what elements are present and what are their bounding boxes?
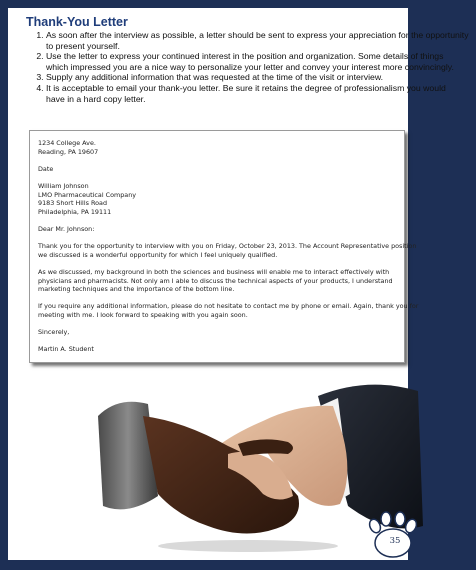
date-text: Date xyxy=(38,164,54,173)
paragraph-line: As we discussed, my background in both the sciences and business will enable me to interact effectively with xyxy=(38,267,390,276)
letter-paragraph xyxy=(38,302,419,319)
recipient-name: William Johnson xyxy=(38,181,89,190)
tip-item xyxy=(46,83,476,104)
recipient-city: Philadelphia, PA 19111 xyxy=(38,207,112,216)
signature xyxy=(38,345,404,354)
signature-text: Martin A. Student xyxy=(38,345,94,354)
tip-line: which impressed you are a nice way to personalize your letter and convey your interest more convincingly. xyxy=(46,61,454,72)
paragraph-line: physicians and pharmacists. Not only am I able to discuss the technical aspects of your products, I understand xyxy=(38,276,393,285)
recipient-address xyxy=(38,182,404,216)
sample-letter xyxy=(29,130,419,363)
sender-address xyxy=(38,139,404,156)
paragraph-line: marketing techniques and the importance of the bottom line. xyxy=(38,285,235,294)
tip-item xyxy=(46,51,476,72)
closing-text: Sincerely, xyxy=(38,328,70,337)
salutation-text: Dear Mr. Johnson: xyxy=(38,224,95,233)
recipient-street: 9183 Short Hills Road xyxy=(38,199,108,208)
tip-line: 3. Supply any additional information that was requested at the time of the visit or interview. xyxy=(46,72,384,83)
salutation xyxy=(38,225,404,234)
tip-line: have in a hard copy letter. xyxy=(46,93,146,104)
tip-line: 4. It is acceptable to email your thank-you letter. Be sure it retains the degree of professionalism you would xyxy=(46,82,446,93)
page-number: 35 xyxy=(389,536,401,546)
recipient-company: LMO Pharmaceutical Company xyxy=(38,190,137,199)
page-title: Thank-You Letter xyxy=(26,15,128,29)
tip-line: to present yourself. xyxy=(46,40,120,51)
tip-item xyxy=(46,30,476,51)
letter-date xyxy=(38,165,404,174)
address-line: 1234 College Ave. xyxy=(38,139,96,147)
address-line: Reading, PA 19607 xyxy=(38,147,99,156)
tip-line: 2. Use the letter to express your continued interest in the position and organization. Some details of things xyxy=(46,51,444,62)
paragraph-line: If you require any additional information, please do not hesitate to contact me by phone or email. Again, thank you for xyxy=(38,302,419,311)
letter-paragraph xyxy=(38,268,404,294)
dark-thumb xyxy=(238,439,293,456)
tip-item xyxy=(46,72,476,83)
closing xyxy=(38,328,404,337)
tips-list xyxy=(30,30,476,104)
tip-line: 1. As soon after the interview as possible, a letter should be sent to express your appreciation for the opportunity xyxy=(46,30,469,40)
shadow xyxy=(158,540,338,552)
paragraph-line: meeting with me. I look forward to speaking with you again soon. xyxy=(38,310,248,319)
paragraph-line: Thank you for the opportunity to interview with you on Friday, October 23, 2013. The Account Representative position xyxy=(38,242,417,251)
letter-paragraph xyxy=(38,242,417,259)
document-page xyxy=(8,8,469,560)
paragraph-line: we discussed is a wonderful opportunity for which I feel uniquely qualified. xyxy=(38,250,278,259)
